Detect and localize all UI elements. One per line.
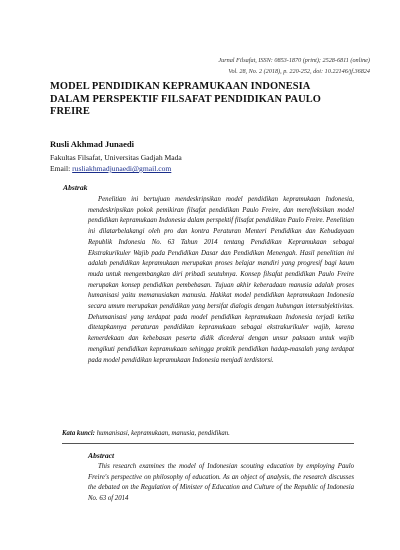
abstract-body: This research examines the model of Indonesian scouting education by employing Paulo Freire's perspective on philosophy of education. As an object of analysis, the research discusses the debated on the Regulation of Minister of Education and Culture of the Republic of Indonesia No. 63 of 2014 (88, 463, 354, 502)
author-affiliation: Fakultas Filsafat, Universitas Gadjah Mada (50, 153, 182, 162)
abstract-heading: Abstract (88, 451, 115, 460)
email-link[interactable]: rusliakhmadjunaedi@gmail.com (72, 164, 172, 173)
paper-title: MODEL PENDIDIKAN KEPRAMUKAAN INDONESIA DALAM PERSPEKTIF FILSAFAT PENDIDIKAN PAULO FREIRE (50, 81, 321, 118)
section-divider (62, 443, 354, 444)
author-name: Rusli Akhmad Junaedi (50, 139, 135, 149)
journal-volume-line: Vol. 28, No. 2 (2018), p. 220-252, doi: 10.22146/jf.36824 (228, 67, 370, 75)
abstrak-body: Penelitian ini bertujuan mendeskripsikan model pendidikan kepramukaan Indonesia, mendeskripsikan pokok pemikiran filsafat pendidikan Paulo Freire, dan merefleksikan model pendidikan kepramukaan Indonesia dalam perspektif filsafat pendidikan Paulo Freire. Penelitian ini dilatarbelakangi oleh pro dan kontra Peraturan Menteri Pendidikan dan Kebudayaan Republik Indonesia No. 63 Tahun 2014 tentang Pendidikan Kepramukaan sebagai Ekstrakurikuler Wajib pada Pendidikan Dasar dan Pendidikan Menengah. Hasil penelitian ini adalah pendidikan kepramukaan merupakan proses belajar mandiri yang progresif bagi kaum muda untuk mengembangkan diri pribadi seutuhnya. Konsep filsafat pendidikan Paulo Freire merupakan konsep pendidikan pembebasan. Tujuan akhir keberadaan manusia adalah proses humanisasi yaitu memanusiakan manusia. Hakikat model pendidikan kepramukaan Indonesia secara umum merupakan pendidikan yang bersifat dialogis dengan hubungan intersubjektivitas. Dehumanisasi yang terdapat pada model pendidikan kepramukaan Indonesia terjadi ketika ditetapkannya peraturan pendidikan kepramukaan sebagai ekstrakurikuler wajib, karena kemerdekaan dan kebebasan peserta didik dicederai dengan unsur paksaan untuk wajib mengikuti pendidikan kepramukaan sehingga praktik pendidikan hadap-masalah yang terdapat pada model pendidikan kepramukaan Indonesia menjadi terdistorsi. (88, 196, 354, 364)
abstrak-heading: Abstrak (63, 183, 88, 192)
keywords (62, 430, 354, 437)
email-label: Email: (50, 164, 73, 173)
journal-header (218, 56, 370, 77)
keywords-label: Kata kunci: (62, 430, 97, 437)
journal-issn-line: Jurnal Filsafat, ISSN: 0853-1870 (print); 2528-6811 (online) (218, 57, 370, 64)
author-email (50, 164, 171, 173)
keywords-list: humanisasi, kepramukaan, manusia, pendidikan. (96, 430, 230, 437)
